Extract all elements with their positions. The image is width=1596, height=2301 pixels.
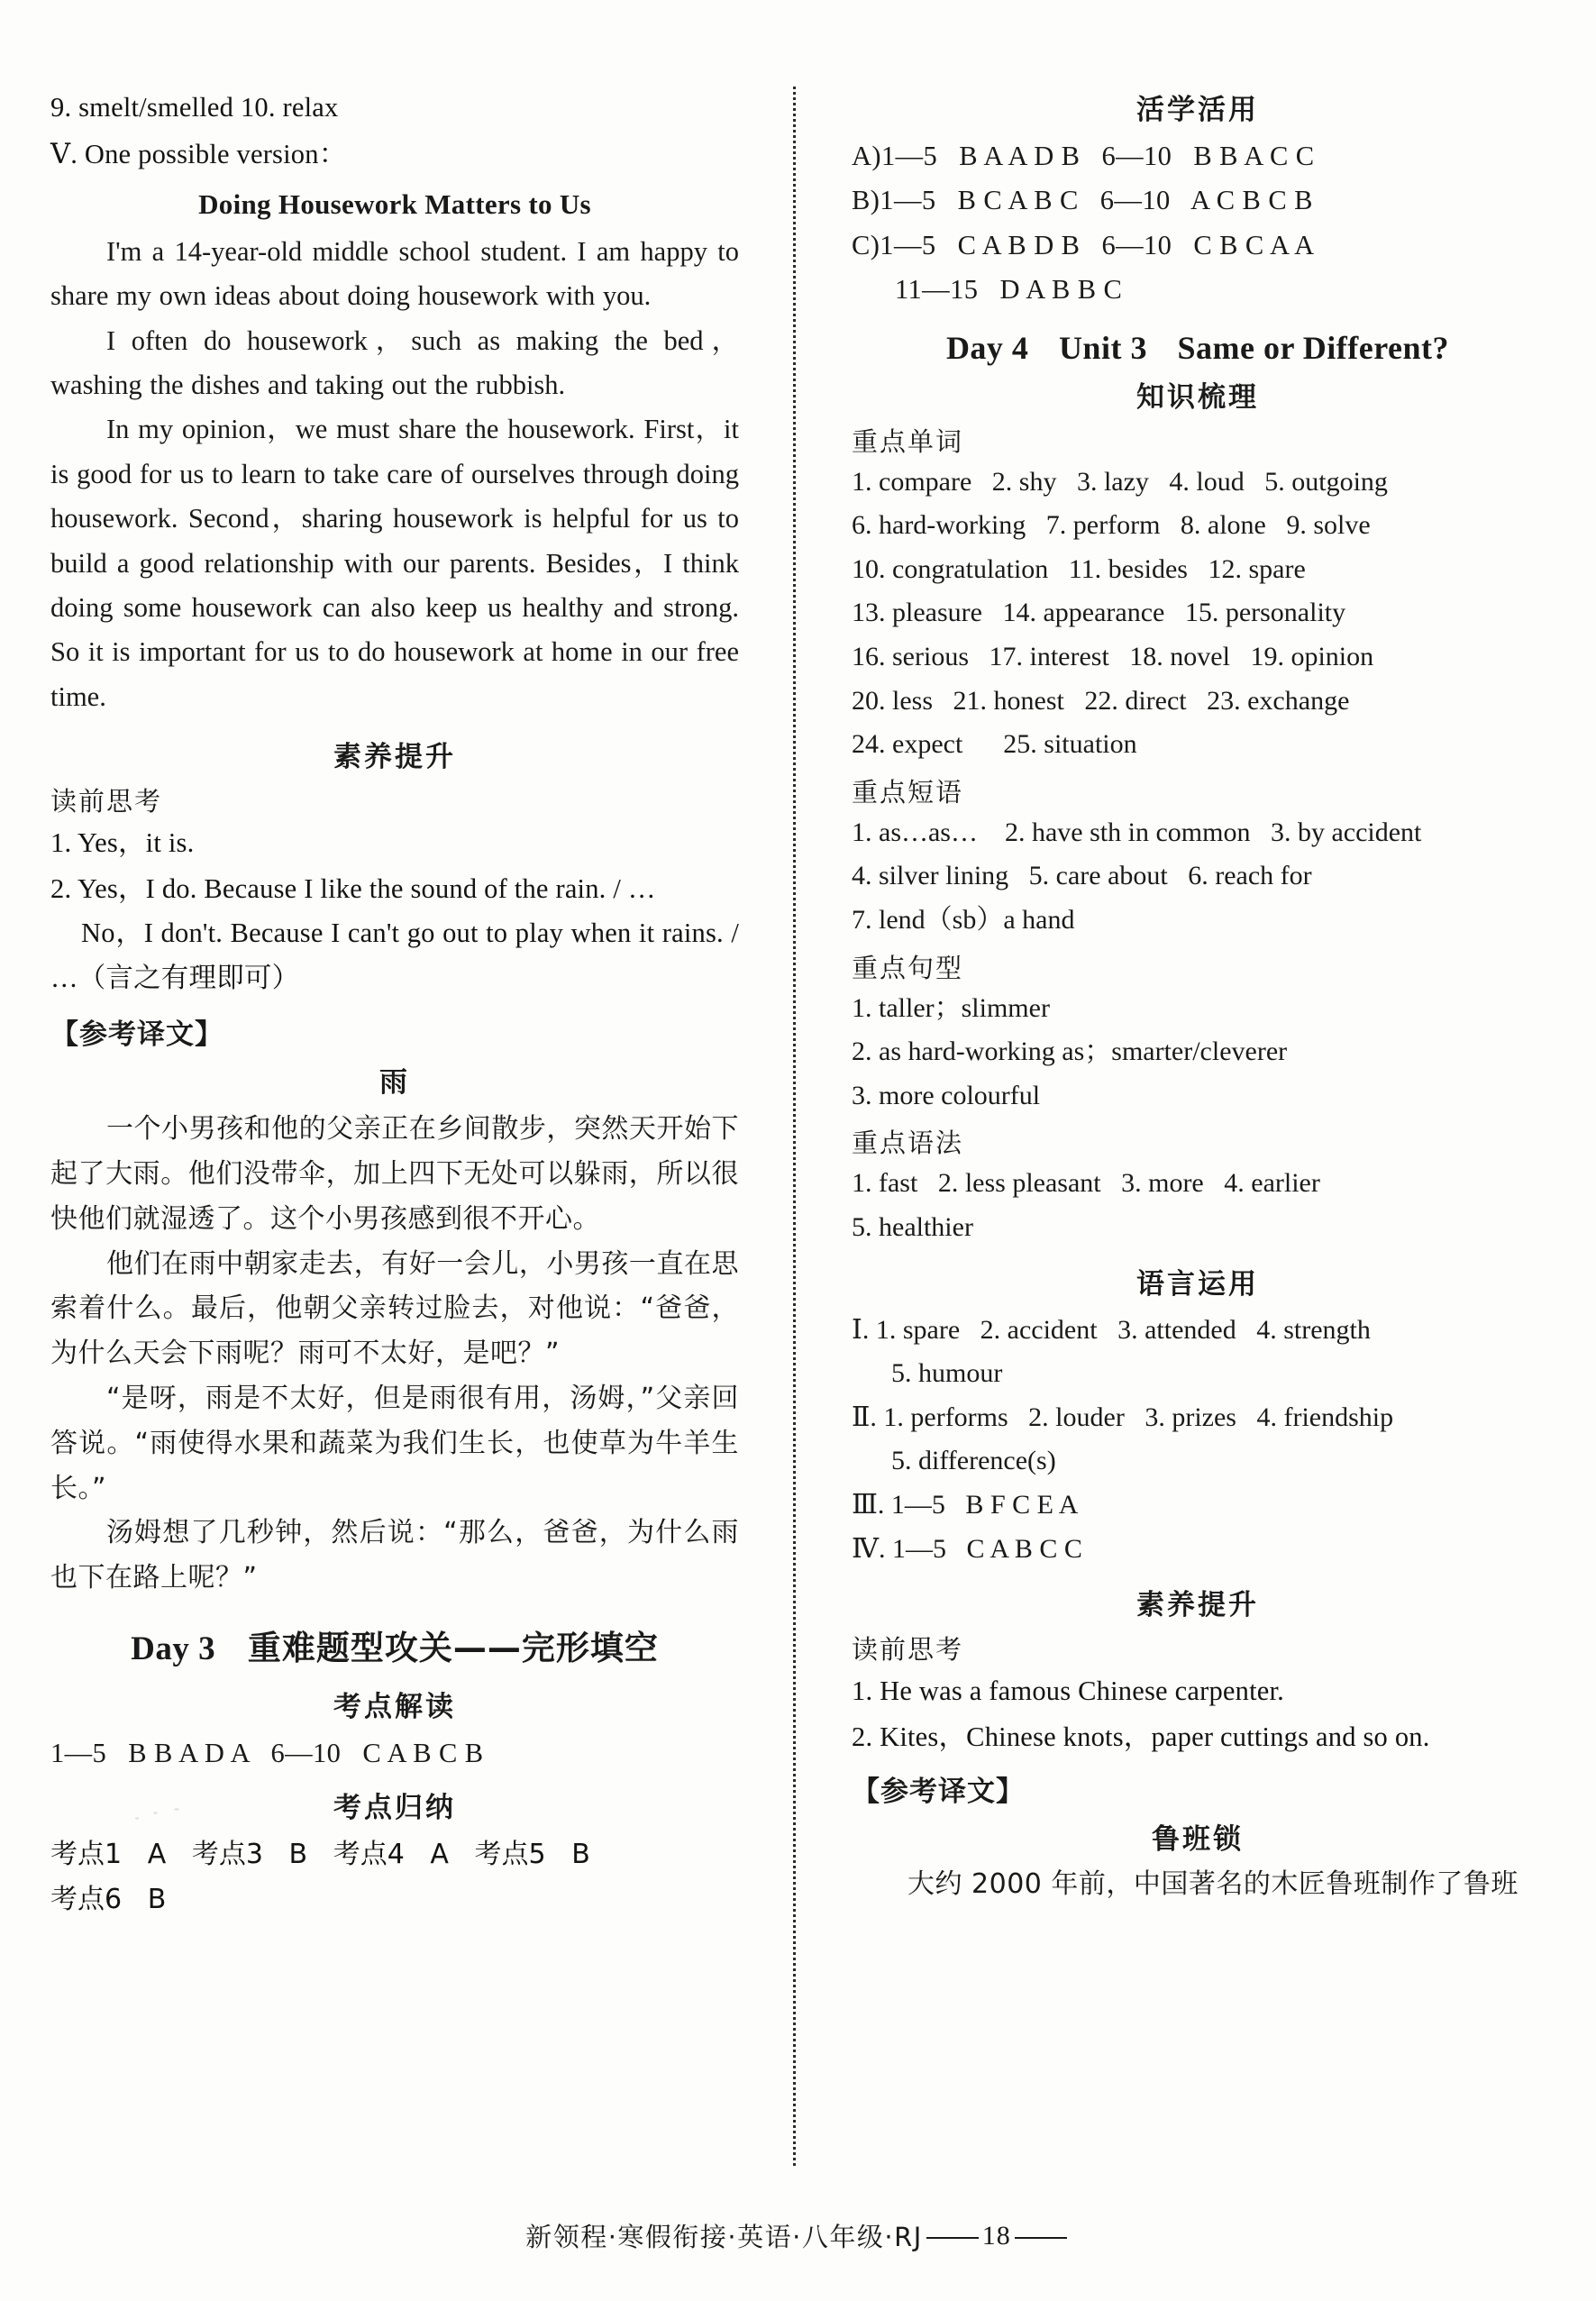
yuyan-row: 5. humour bbox=[891, 1358, 1003, 1389]
footer-rule-right bbox=[1015, 2237, 1067, 2239]
zhongdian-yufa-label: 重点语法 bbox=[852, 1128, 964, 1159]
day4-title: Same or Different? bbox=[1177, 329, 1450, 366]
page-number: 18 bbox=[981, 2220, 1011, 2251]
vocab-row: 1. compare 2. shy 3. lazy 4. loud 5. outgoing bbox=[852, 466, 1388, 497]
translation-paragraph: 大约 2000 年前，中国著名的木匠鲁班制作了鲁班 bbox=[907, 1868, 1518, 1901]
day3-heading bbox=[50, 1621, 739, 1669]
huoxue-answer-row: A)1—5 B A A D B 6—10 B B A C C bbox=[852, 141, 1315, 171]
essay-paragraph: In my opinion，we must share the housework. First，it is good for us to learn to take care of ourselves through doing housework. Second，sharing housework is helpful for us to build a good relationship with our parents. Besides，I think doing some housework can also keep us healthy and strong. So it is important for us to do housework at home in our free time. bbox=[50, 414, 739, 712]
vocab-row: 16. serious 17. interest 18. novel 19. opinion bbox=[852, 642, 1374, 671]
zhongdian-danci-label: 重点单词 bbox=[852, 425, 964, 457]
translation-paragraph: 他们在雨中朝家走去，有好一会儿，小男孩一直在思索着什么。最后，他朝父亲转过脸去，对他说：“爸爸，为什么天会下雨呢？雨可不太好，是吧？” bbox=[50, 1247, 739, 1370]
vocab-row: 10. congratulation 11. besides 12. spare bbox=[852, 553, 1306, 584]
yuyan-row: 5. difference(s) bbox=[891, 1446, 1056, 1476]
duqian-sikao-label: 读前思考 bbox=[50, 786, 163, 817]
kaodian-jiedu-header: 考点解读 bbox=[333, 1691, 456, 1724]
vocab-row: 6. hard-working 7. perform 8. alone 9. solve bbox=[852, 510, 1371, 541]
sentence-row: 3. more colourful bbox=[852, 1080, 1041, 1110]
suyang-tisheng-header: 素养提升 bbox=[1136, 1589, 1259, 1622]
huoxue-huoyong-header: 活学活用 bbox=[1136, 94, 1259, 126]
translation-paragraph: “是呀，雨是不太好，但是雨很有用，汤姆，”父亲回答说。“雨使得水果和蔬菜为我们生长，也使草为牛羊生长。” bbox=[50, 1383, 739, 1504]
kaodian-guina-row: 考点6 B bbox=[50, 1884, 167, 1916]
two-column-body bbox=[0, 87, 1596, 2166]
phrase-row: 7. lend（sb）a hand bbox=[852, 904, 1075, 935]
yuyan-yunyong-header: 语言运用 bbox=[1136, 1267, 1259, 1301]
translation-paragraph: 一个小男孩和他的父亲正在乡间散步，突然天开始下起了大雨。他们没带伞，加上四下无处可以躲雨，所以很快他们就湿透了。这个小男孩感到很不开心。 bbox=[50, 1113, 739, 1235]
sentence-row: 2. as hard-working as；smarter/cleverer bbox=[852, 1036, 1288, 1067]
kaodian-guina-header: 考点归纳 bbox=[333, 1792, 456, 1825]
vocab-row: 20. less 21. honest 22. direct 23. exchange bbox=[852, 685, 1350, 716]
footer-rule-left bbox=[926, 2237, 979, 2239]
yuyan-row: Ⅰ. 1. spare 2. accident 3. attended 4. strength bbox=[852, 1314, 1371, 1345]
translation-header: 【参考译文】 bbox=[852, 1776, 1025, 1809]
day4-unit: Unit 3 bbox=[1058, 329, 1147, 366]
kaodian-guina-row: 考点1 A 考点3 B 考点4 A 考点5 B bbox=[50, 1839, 590, 1871]
duqian-item: No，I don't. Because I can't go out to play when it rains. / …（言之有理即可） bbox=[50, 918, 739, 993]
duqian-item: 1. Yes，it is. bbox=[50, 827, 195, 859]
essay-title: Doing Housework Matters to Us bbox=[198, 187, 591, 220]
vocab-row: 24. expect 25. situation bbox=[852, 729, 1137, 760]
footer-title: 新领程·寒假衔接·英语·八年级·RJ bbox=[525, 2222, 923, 2252]
day3-label: Day 3 bbox=[131, 1630, 216, 1668]
essay-paragraph: I'm a 14-year-old middle school student. I am happy to share my own ideas about doing housework with you. bbox=[50, 235, 739, 312]
duqian-item: 2. Kites，Chinese knots，paper cuttings and so on. bbox=[852, 1721, 1430, 1752]
kaodian-jiedu-answers: 1—5 B B A D A 6—10 C A B C B bbox=[50, 1738, 484, 1769]
phrase-row: 4. silver lining 5. care about 6. reach for bbox=[852, 861, 1312, 891]
section-v-label: Ⅴ. One possible version： bbox=[50, 139, 347, 170]
huoxue-answer-row: C)1—5 C A B D B 6—10 C B C A A bbox=[852, 229, 1315, 260]
footer-inner bbox=[525, 2217, 1071, 2254]
answers-tail: 9. smelt/smelled 10. relax bbox=[50, 92, 339, 123]
duqian-item: 2. Yes，I do. Because I like the sound of the rain. / … bbox=[50, 872, 656, 904]
duqian-sikao-label: 读前思考 bbox=[852, 1634, 964, 1666]
left-column bbox=[0, 87, 793, 2166]
translation-paragraph: 汤姆想了几秒钟，然后说：“那么，爸爸，为什么雨也下在路上呢？” bbox=[50, 1517, 739, 1594]
grammar-row: 1. fast 2. less pleasant 3. more 4. earlier bbox=[852, 1168, 1320, 1199]
yuyan-row: Ⅱ. 1. performs 2. louder 3. prizes 4. friendship bbox=[852, 1402, 1394, 1432]
duqian-item: 1. He was a famous Chinese carpenter. bbox=[852, 1676, 1284, 1707]
page-footer bbox=[0, 2217, 1596, 2254]
translation-title: 雨 bbox=[379, 1066, 410, 1100]
huoxue-answer-row: 11—15 D A B B C bbox=[895, 274, 1123, 306]
translation-title: 鲁班锁 bbox=[1152, 1823, 1244, 1857]
translation-header: 【参考译文】 bbox=[50, 1018, 223, 1052]
essay-paragraph: I often do housework，such as making the bed，washing the dishes and taking out the rubbish. bbox=[50, 324, 739, 400]
zhishi-shuli-header: 知识梳理 bbox=[1136, 380, 1259, 414]
yuyan-row: Ⅲ. 1—5 B F C E A bbox=[852, 1489, 1079, 1520]
day3-title: 重难题型攻关——完形填空 bbox=[247, 1629, 659, 1668]
vocab-row: 13. pleasure 14. appearance 15. personality bbox=[852, 598, 1346, 628]
yuyan-row: Ⅳ. 1—5 C A B C C bbox=[852, 1533, 1082, 1564]
day4-label: Day 4 bbox=[945, 329, 1029, 366]
day4-heading bbox=[852, 329, 1544, 367]
zhongdian-duanyu-label: 重点短语 bbox=[852, 776, 964, 808]
grammar-row: 5. healthier bbox=[852, 1211, 973, 1242]
right-column bbox=[793, 87, 1596, 2166]
suyang-tisheng-header: 素养提升 bbox=[333, 741, 456, 774]
phrase-row: 1. as…as… 2. have sth in common 3. by accident bbox=[852, 817, 1422, 847]
sentence-row: 1. taller；slimmer bbox=[852, 992, 1050, 1023]
huoxue-answer-row: B)1—5 B C A B C 6—10 A C B C B bbox=[852, 185, 1313, 216]
zhongdian-juxing-label: 重点句型 bbox=[852, 952, 964, 983]
